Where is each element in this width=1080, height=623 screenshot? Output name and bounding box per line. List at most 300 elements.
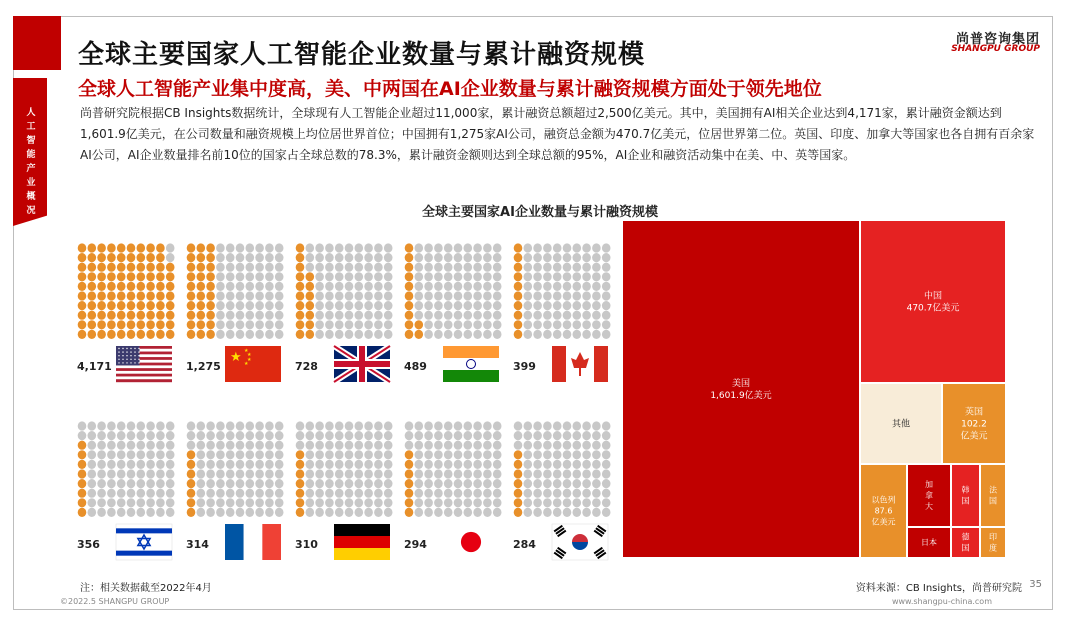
waffle-dot-empty (364, 282, 373, 291)
waffle-dot-empty (434, 479, 443, 488)
waffle-dot-empty (473, 272, 482, 281)
waffle-dot-empty (236, 243, 245, 252)
waffle-dot-empty (454, 431, 463, 440)
waffle-dot-empty (296, 441, 305, 450)
waffle-dot-empty (483, 301, 492, 310)
treemap-label: 102.2 (961, 419, 987, 430)
gb-flag-icon (334, 346, 390, 382)
waffle-dot-empty (582, 311, 591, 320)
waffle-dot-filled (117, 263, 126, 272)
waffle-dot-empty (434, 311, 443, 320)
waffle-dot-empty (335, 489, 344, 498)
waffle-dot-empty (582, 263, 591, 272)
waffle-dot-empty (473, 282, 482, 291)
waffle-dot-empty (384, 431, 393, 440)
waffle-dot-empty (483, 263, 492, 272)
waffle-dot-empty (374, 301, 383, 310)
waffle-dot-empty (345, 498, 354, 507)
waffle-dot-empty (533, 450, 542, 459)
waffle-dot-empty (573, 311, 582, 320)
waffle-dot-empty (166, 460, 175, 469)
waffle-dot-empty (306, 431, 315, 440)
waffle-dot-empty (197, 479, 206, 488)
waffle-dot-empty (127, 508, 136, 517)
waffle-dot-empty (464, 272, 473, 281)
waffle-dot-empty (563, 291, 572, 300)
waffle-dot-empty (355, 498, 364, 507)
waffle-dot-empty (434, 320, 443, 329)
waffle-dot-empty (296, 421, 305, 430)
waffle-dot-empty (493, 460, 502, 469)
svg-text:★: ★ (244, 361, 249, 367)
waffle-dot-empty (255, 508, 264, 517)
waffle-dot-empty (364, 243, 373, 252)
waffle-dot-empty (306, 441, 315, 450)
ca-flag-icon (552, 346, 608, 382)
waffle-dot-empty (464, 311, 473, 320)
waffle-dot-empty (206, 508, 215, 517)
waffle-dot-empty (315, 320, 324, 329)
waffle-dot-empty (315, 431, 324, 440)
waffle-dot-empty (315, 469, 324, 478)
waffle-dot-empty (464, 498, 473, 507)
waffle-dot-empty (592, 320, 601, 329)
waffle-dot-empty (117, 441, 126, 450)
waffle-dot-empty (533, 469, 542, 478)
waffle-dot-empty (524, 479, 533, 488)
waffle-dot-empty (415, 431, 424, 440)
waffle-dot-empty (325, 263, 334, 272)
waffle-dot-empty (543, 320, 552, 329)
waffle-dot-empty (236, 263, 245, 272)
waffle-dot-empty (364, 291, 373, 300)
waffle-dot-empty (563, 469, 572, 478)
waffle-dot-empty (355, 282, 364, 291)
waffle-dot-empty (415, 489, 424, 498)
waffle-dot-empty (374, 489, 383, 498)
waffle-dot-empty (424, 479, 433, 488)
waffle-dot-empty (206, 421, 215, 430)
waffle-dot-filled (187, 330, 196, 339)
waffle-dot-filled (78, 498, 87, 507)
waffle-dot-empty (374, 320, 383, 329)
waffle-dot-filled (187, 263, 196, 272)
waffle-dot-empty (197, 498, 206, 507)
waffle-dot-empty (473, 441, 482, 450)
waffle-dot-empty (454, 498, 463, 507)
treemap-label: 国 (961, 496, 970, 506)
waffle-dot-empty (543, 291, 552, 300)
waffle-dot-empty (156, 469, 165, 478)
waffle-dot-filled (187, 508, 196, 517)
waffle-dot-empty (483, 460, 492, 469)
waffle-dot-empty (424, 291, 433, 300)
waffle-dot-filled (156, 282, 165, 291)
waffle-dot-empty (236, 450, 245, 459)
waffle-dot-empty (384, 460, 393, 469)
waffle-dot-empty (592, 263, 601, 272)
waffle-dot-empty (524, 301, 533, 310)
waffle-dot-empty (602, 441, 611, 450)
waffle-dot-empty (454, 330, 463, 339)
page-subtitle: 全球人工智能产业集中度高，美、中两国在AI企业数量与累计融资规模方面处于领先地位 (78, 78, 822, 100)
waffle-dot-filled (78, 263, 87, 272)
waffle-dot-empty (543, 330, 552, 339)
waffle-dot-filled (117, 311, 126, 320)
waffle-dot-filled (405, 498, 414, 507)
waffle-dot-empty (275, 311, 284, 320)
waffle-dot-empty (454, 311, 463, 320)
waffle-dot-empty (454, 253, 463, 262)
waffle-dot-empty (275, 301, 284, 310)
waffle-dot-empty (573, 253, 582, 262)
waffle-dot-filled (97, 291, 106, 300)
treemap-cell-中国 (861, 221, 1005, 382)
website-url: www.shangpu-china.com (891, 597, 992, 606)
waffle-dot-empty (493, 253, 502, 262)
count-label-ca: 399 (513, 360, 536, 373)
waffle-dot-empty (236, 301, 245, 310)
waffle-dot-empty (424, 301, 433, 310)
waffle-dot-empty (325, 498, 334, 507)
waffle-dot-empty (424, 320, 433, 329)
waffle-dot-empty (88, 508, 97, 517)
waffle-dot-empty (364, 320, 373, 329)
waffle-dot-filled (166, 311, 175, 320)
waffle-dot-filled (107, 311, 116, 320)
waffle-dot-empty (197, 489, 206, 498)
waffle-dot-empty (355, 291, 364, 300)
waffle-dot-empty (265, 450, 274, 459)
waffle-dot-empty (592, 253, 601, 262)
waffle-dot-empty (246, 272, 255, 281)
waffle-dot-empty (275, 253, 284, 262)
waffle-dot-empty (473, 460, 482, 469)
waffle-dot-empty (226, 489, 235, 498)
waffle-dot-empty (275, 291, 284, 300)
waffle-dot-empty (335, 301, 344, 310)
waffle-dot-filled (146, 253, 155, 262)
waffle-dot-filled (97, 282, 106, 291)
waffle-dot-empty (553, 479, 562, 488)
waffle-dot-empty (216, 450, 225, 459)
waffle-dot-empty (117, 450, 126, 459)
waffle-dot-empty (592, 291, 601, 300)
waffle-dot-empty (236, 291, 245, 300)
waffle-dot-empty (306, 253, 315, 262)
waffle-dot-empty (573, 460, 582, 469)
waffle-fr (186, 421, 284, 560)
waffle-dot-empty (582, 320, 591, 329)
waffle-dot-empty (464, 421, 473, 430)
waffle-dot-filled (97, 263, 106, 272)
waffle-dot-empty (563, 431, 572, 440)
waffle-dot-empty (306, 508, 315, 517)
waffle-dot-empty (573, 431, 582, 440)
waffle-dot-empty (493, 291, 502, 300)
waffle-dot-empty (156, 431, 165, 440)
waffle-dot-empty (265, 479, 274, 488)
waffle-dot-empty (265, 469, 274, 478)
waffle-dot-empty (464, 479, 473, 488)
waffle-dot-empty (246, 431, 255, 440)
waffle-dot-empty (405, 421, 414, 430)
waffle-dot-empty (434, 498, 443, 507)
waffle-dot-empty (345, 489, 354, 498)
waffle-dot-empty (345, 263, 354, 272)
waffle-dot-empty (473, 291, 482, 300)
waffle-dot-empty (602, 479, 611, 488)
waffle-dot-empty (117, 498, 126, 507)
waffle-dot-empty (543, 272, 552, 281)
waffle-dot-empty (137, 498, 146, 507)
waffle-dot-filled (137, 282, 146, 291)
waffle-dot-filled (514, 498, 523, 507)
waffle-dot-filled (405, 489, 414, 498)
waffle-dot-filled (156, 253, 165, 262)
waffle-dot-empty (553, 460, 562, 469)
waffle-dot-empty (543, 311, 552, 320)
waffle-dot-empty (137, 431, 146, 440)
waffle-dot-empty (415, 291, 424, 300)
waffle-dot-empty (415, 469, 424, 478)
waffle-dot-empty (582, 498, 591, 507)
waffle-dot-empty (255, 421, 264, 430)
waffle-dot-empty (197, 421, 206, 430)
count-label-il: 356 (77, 538, 100, 551)
waffle-dot-empty (345, 508, 354, 517)
waffle-dot-empty (473, 469, 482, 478)
waffle-dot-empty (226, 421, 235, 430)
waffle-dot-empty (483, 431, 492, 440)
waffle-dot-filled (117, 243, 126, 252)
waffle-dot-empty (315, 263, 324, 272)
waffle-dot-empty (325, 330, 334, 339)
waffle-dot-empty (255, 243, 264, 252)
treemap-label: 国 (989, 496, 997, 506)
waffle-dot-empty (384, 479, 393, 488)
waffle-dot-filled (187, 311, 196, 320)
waffle-dot-empty (464, 320, 473, 329)
waffle-dot-empty (236, 421, 245, 430)
waffle-dot-empty (275, 421, 284, 430)
waffle-dot-empty (107, 431, 116, 440)
waffle-dot-empty (226, 450, 235, 459)
waffle-dot-empty (424, 441, 433, 450)
waffle-dot-filled (97, 301, 106, 310)
waffle-dot-empty (255, 330, 264, 339)
waffle-dot-empty (216, 508, 225, 517)
waffle-dot-filled (306, 301, 315, 310)
waffle-dot-empty (374, 272, 383, 281)
waffle-dot-empty (602, 320, 611, 329)
waffle-dot-filled (296, 498, 305, 507)
waffle-dot-empty (255, 450, 264, 459)
waffle-dot-empty (88, 489, 97, 498)
waffle-dot-empty (434, 441, 443, 450)
waffle-dot-filled (306, 272, 315, 281)
waffle-dot-empty (345, 460, 354, 469)
waffle-dot-empty (156, 508, 165, 517)
waffle-dot-empty (543, 282, 552, 291)
waffle-dot-empty (493, 311, 502, 320)
treemap-label: 印 (989, 532, 997, 542)
waffle-dot-empty (275, 320, 284, 329)
waffle-dot-empty (444, 498, 453, 507)
waffle-dot-empty (107, 489, 116, 498)
waffle-dot-filled (514, 469, 523, 478)
waffle-dot-empty (543, 441, 552, 450)
waffle-dot-empty (315, 489, 324, 498)
waffle-dot-empty (415, 263, 424, 272)
waffle-dot-filled (88, 253, 97, 262)
waffle-dot-empty (255, 441, 264, 450)
waffle-dot-empty (97, 421, 106, 430)
waffle-dot-filled (296, 301, 305, 310)
waffle-dot-filled (88, 311, 97, 320)
waffle-dot-empty (255, 272, 264, 281)
waffle-dot-filled (78, 243, 87, 252)
waffle-dot-empty (524, 272, 533, 281)
waffle-dot-filled (117, 291, 126, 300)
waffle-dot-empty (127, 498, 136, 507)
waffle-dot-filled (97, 330, 106, 339)
waffle-dot-empty (335, 479, 344, 488)
waffle-dot-empty (166, 243, 175, 252)
count-label-kr: 284 (513, 538, 536, 551)
treemap-label: 中国 (923, 291, 943, 302)
waffle-dot-filled (107, 263, 116, 272)
waffle-dot-empty (345, 431, 354, 440)
waffle-dot-filled (514, 291, 523, 300)
waffle-dot-empty (315, 301, 324, 310)
waffle-dot-empty (275, 282, 284, 291)
waffle-dot-empty (493, 330, 502, 339)
waffle-dot-filled (127, 311, 136, 320)
waffle-dot-empty (444, 431, 453, 440)
waffle-dot-filled (206, 253, 215, 262)
page-number: 35 (1029, 579, 1042, 590)
waffle-dot-empty (275, 469, 284, 478)
waffle-dot-empty (374, 421, 383, 430)
waffle-dot-empty (473, 330, 482, 339)
waffle-dot-empty (364, 469, 373, 478)
waffle-dot-empty (602, 421, 611, 430)
waffle-dot-empty (246, 282, 255, 291)
waffle-dot-filled (187, 243, 196, 252)
waffle-dot-filled (156, 320, 165, 329)
waffle-dot-filled (296, 469, 305, 478)
waffle-dot-empty (473, 421, 482, 430)
waffle-dot-empty (127, 421, 136, 430)
waffle-dot-empty (107, 450, 116, 459)
waffle-dot-empty (335, 253, 344, 262)
waffle-dot-empty (226, 460, 235, 469)
waffle-dot-filled (107, 282, 116, 291)
waffle-dot-empty (374, 253, 383, 262)
waffle-dot-empty (226, 253, 235, 262)
waffle-dot-empty (374, 291, 383, 300)
waffle-dot-empty (563, 263, 572, 272)
waffle-dot-filled (137, 320, 146, 329)
waffle-dot-empty (197, 469, 206, 478)
waffle-dot-empty (146, 450, 155, 459)
waffle-dot-empty (306, 450, 315, 459)
waffle-dot-empty (563, 460, 572, 469)
waffle-dot-empty (255, 479, 264, 488)
waffle-dot-empty (355, 479, 364, 488)
waffle-dot-empty (216, 263, 225, 272)
waffle-dot-empty (246, 498, 255, 507)
waffle-dot-empty (464, 253, 473, 262)
waffle-dot-empty (255, 291, 264, 300)
waffle-dot-empty (166, 431, 175, 440)
waffle-dot-filled (514, 450, 523, 459)
waffle-dot-empty (592, 272, 601, 281)
treemap-label: 度 (989, 543, 997, 553)
waffle-dot-empty (444, 450, 453, 459)
waffle-dot-empty (216, 431, 225, 440)
waffle-dot-filled (78, 441, 87, 450)
waffle-dot-empty (533, 253, 542, 262)
waffle-dot-empty (493, 272, 502, 281)
waffle-dot-empty (216, 320, 225, 329)
treemap-label: 1,601.9亿美元 (710, 391, 772, 401)
waffle-dot-empty (137, 450, 146, 459)
waffle-dot-empty (325, 460, 334, 469)
waffle-dot-filled (514, 263, 523, 272)
waffle-dot-empty (444, 479, 453, 488)
waffle-dot-filled (137, 263, 146, 272)
waffle-dot-empty (563, 450, 572, 459)
waffle-dot-empty (107, 421, 116, 430)
waffle-dot-empty (117, 460, 126, 469)
waffle-dot-filled (137, 291, 146, 300)
waffle-dot-empty (415, 479, 424, 488)
waffle-dot-empty (424, 450, 433, 459)
waffle-dot-empty (156, 460, 165, 469)
waffle-dot-empty (236, 311, 245, 320)
waffle-dot-empty (306, 263, 315, 272)
waffle-dot-filled (187, 282, 196, 291)
waffle-dot-empty (315, 330, 324, 339)
waffle-dot-empty (364, 441, 373, 450)
waffle-dot-filled (117, 330, 126, 339)
waffle-dot-empty (563, 253, 572, 262)
waffle-dot-empty (553, 282, 562, 291)
waffle-dot-empty (255, 320, 264, 329)
waffle-dot-filled (117, 320, 126, 329)
waffle-dot-empty (533, 282, 542, 291)
waffle-dot-empty (573, 320, 582, 329)
waffle-dot-empty (533, 272, 542, 281)
waffle-dot-empty (137, 441, 146, 450)
waffle-dot-filled (107, 253, 116, 262)
waffle-dot-empty (582, 253, 591, 262)
waffle-dot-filled (296, 479, 305, 488)
waffle-dot-empty (325, 311, 334, 320)
waffle-dot-empty (236, 253, 245, 262)
waffle-dot-filled (127, 291, 136, 300)
waffle-dot-empty (88, 441, 97, 450)
waffle-dot-empty (88, 479, 97, 488)
waffle-dot-empty (543, 301, 552, 310)
waffle-dot-filled (166, 320, 175, 329)
waffle-dot-filled (156, 272, 165, 281)
waffle-dot-empty (543, 479, 552, 488)
waffle-dot-empty (345, 272, 354, 281)
waffle-dot-empty (424, 460, 433, 469)
